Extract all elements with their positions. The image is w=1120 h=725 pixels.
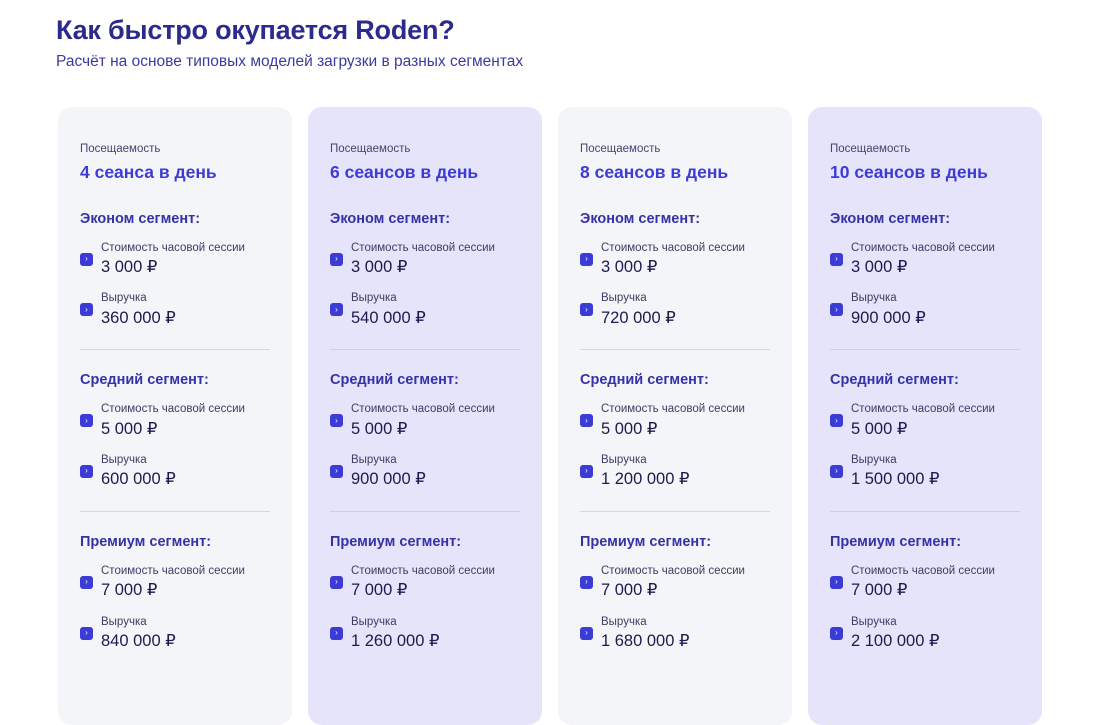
payback-card-list (0, 73, 1120, 725)
metric-label: Выручка (101, 615, 147, 628)
chevron-right-icon: › (830, 303, 843, 316)
chevron-right-icon: › (580, 253, 593, 266)
metric-value: 3 000 ₽ (101, 257, 158, 276)
segment-block (830, 511, 1020, 653)
metric-revenue (80, 291, 270, 329)
segment-title: Эконом сегмент: (330, 210, 451, 227)
card-eyebrow: Посещаемость (830, 142, 911, 155)
payback-card (558, 107, 792, 725)
metric-label: Выручка (851, 615, 897, 628)
segment-block (80, 211, 270, 330)
chevron-right-icon: › (830, 627, 843, 640)
metric-label: Выручка (601, 292, 647, 305)
segment-title: Средний сегмент: (80, 372, 209, 389)
metric-revenue (580, 615, 770, 653)
metric-price (80, 564, 270, 602)
metric-label: Выручка (601, 615, 647, 628)
metric-value: 7 000 ₽ (851, 581, 908, 600)
metric-value: 5 000 ₽ (601, 419, 658, 438)
payback-card (808, 107, 1042, 725)
chevron-right-icon: › (330, 253, 343, 266)
metric-revenue (330, 615, 520, 653)
card-eyebrow: Посещаемость (80, 142, 161, 155)
chevron-right-icon: › (580, 303, 593, 316)
metric-label: Выручка (351, 453, 397, 466)
segment-block (580, 511, 770, 653)
card-title: 8 сеансов в день (580, 161, 729, 182)
metric-label: Стоимость часовой сессии (851, 241, 995, 254)
segment-block (330, 349, 520, 491)
metric-price (330, 564, 520, 602)
metric-label: Выручка (351, 292, 397, 305)
metric-price (580, 564, 770, 602)
chevron-right-icon: › (830, 465, 843, 478)
chevron-right-icon: › (330, 303, 343, 316)
segment-title: Средний сегмент: (330, 372, 459, 389)
metric-value: 3 000 ₽ (851, 257, 908, 276)
metric-label: Стоимость часовой сессии (851, 564, 995, 577)
page-subtitle: Расчёт на основе типовых моделей загрузки в разных сегментах (56, 53, 524, 71)
chevron-right-icon: › (80, 253, 93, 266)
metric-label: Стоимость часовой сессии (101, 241, 245, 254)
metric-value: 360 000 ₽ (101, 308, 176, 327)
metric-label: Стоимость часовой сессии (351, 241, 495, 254)
segment-block (830, 211, 1020, 330)
payback-card (58, 107, 292, 725)
metric-value: 5 000 ₽ (351, 419, 408, 438)
metric-value: 900 000 ₽ (851, 308, 926, 327)
metric-revenue (330, 291, 520, 329)
segment-title: Премиум сегмент: (80, 533, 212, 550)
metric-price (80, 241, 270, 279)
chevron-right-icon: › (830, 253, 843, 266)
metric-value: 1 260 000 ₽ (351, 631, 440, 650)
metric-value: 2 100 000 ₽ (851, 631, 940, 650)
metric-value: 7 000 ₽ (351, 581, 408, 600)
card-title: 4 сеанса в день (80, 161, 217, 182)
metric-value: 720 000 ₽ (601, 308, 676, 327)
metric-revenue (80, 615, 270, 653)
segment-block (330, 211, 520, 330)
metric-value: 1 680 000 ₽ (601, 631, 690, 650)
metric-revenue (580, 453, 770, 491)
chevron-right-icon: › (580, 576, 593, 589)
metric-value: 600 000 ₽ (101, 470, 176, 489)
metric-value: 1 200 000 ₽ (601, 470, 690, 489)
page-header (0, 0, 1120, 73)
segment-block (330, 511, 520, 653)
metric-revenue (580, 291, 770, 329)
metric-price (830, 564, 1020, 602)
chevron-right-icon: › (80, 627, 93, 640)
metric-value: 840 000 ₽ (101, 631, 176, 650)
page-title: Как быстро окупается Roden? (56, 15, 455, 45)
metric-revenue (830, 291, 1020, 329)
chevron-right-icon: › (580, 414, 593, 427)
chevron-right-icon: › (80, 465, 93, 478)
chevron-right-icon: › (80, 303, 93, 316)
card-title: 10 сеансов в день (830, 161, 988, 182)
segment-block (580, 211, 770, 330)
metric-label: Стоимость часовой сессии (351, 403, 495, 416)
segment-title: Эконом сегмент: (830, 210, 951, 227)
metric-label: Стоимость часовой сессии (601, 403, 745, 416)
segment-block (830, 349, 1020, 491)
metric-value: 1 500 000 ₽ (851, 470, 940, 489)
metric-label: Выручка (851, 453, 897, 466)
metric-revenue (330, 453, 520, 491)
segment-block (80, 511, 270, 653)
chevron-right-icon: › (580, 465, 593, 478)
metric-value: 3 000 ₽ (601, 257, 658, 276)
metric-price (80, 402, 270, 440)
metric-label: Выручка (351, 615, 397, 628)
metric-value: 7 000 ₽ (101, 581, 158, 600)
segment-block (580, 349, 770, 491)
metric-value: 5 000 ₽ (101, 419, 158, 438)
segment-title: Эконом сегмент: (580, 210, 701, 227)
metric-value: 3 000 ₽ (351, 257, 408, 276)
chevron-right-icon: › (330, 465, 343, 478)
segment-title: Премиум сегмент: (830, 533, 962, 550)
metric-label: Стоимость часовой сессии (101, 564, 245, 577)
metric-label: Стоимость часовой сессии (601, 564, 745, 577)
card-eyebrow: Посещаемость (330, 142, 411, 155)
metric-value: 7 000 ₽ (601, 581, 658, 600)
metric-price (830, 241, 1020, 279)
metric-label: Выручка (101, 292, 147, 305)
metric-price (580, 402, 770, 440)
metric-label: Стоимость часовой сессии (851, 403, 995, 416)
payback-card (308, 107, 542, 725)
metric-price (330, 402, 520, 440)
card-eyebrow: Посещаемость (580, 142, 661, 155)
chevron-right-icon: › (580, 627, 593, 640)
chevron-right-icon: › (330, 414, 343, 427)
metric-revenue (830, 615, 1020, 653)
metric-label: Выручка (101, 453, 147, 466)
metric-value: 5 000 ₽ (851, 419, 908, 438)
segment-title: Средний сегмент: (580, 372, 709, 389)
segment-title: Премиум сегмент: (330, 533, 462, 550)
segment-title: Премиум сегмент: (580, 533, 712, 550)
metric-value: 900 000 ₽ (351, 470, 426, 489)
metric-label: Выручка (601, 453, 647, 466)
metric-label: Выручка (851, 292, 897, 305)
segment-block (80, 349, 270, 491)
chevron-right-icon: › (330, 627, 343, 640)
metric-label: Стоимость часовой сессии (351, 564, 495, 577)
metric-revenue (80, 453, 270, 491)
metric-price (330, 241, 520, 279)
metric-label: Стоимость часовой сессии (601, 241, 745, 254)
chevron-right-icon: › (830, 414, 843, 427)
chevron-right-icon: › (830, 576, 843, 589)
card-title: 6 сеансов в день (330, 161, 479, 182)
segment-title: Средний сегмент: (830, 372, 959, 389)
metric-value: 540 000 ₽ (351, 308, 426, 327)
segment-title: Эконом сегмент: (80, 210, 201, 227)
chevron-right-icon: › (330, 576, 343, 589)
chevron-right-icon: › (80, 576, 93, 589)
chevron-right-icon: › (80, 414, 93, 427)
metric-price (830, 402, 1020, 440)
metric-revenue (830, 453, 1020, 491)
metric-price (580, 241, 770, 279)
metric-label: Стоимость часовой сессии (101, 403, 245, 416)
